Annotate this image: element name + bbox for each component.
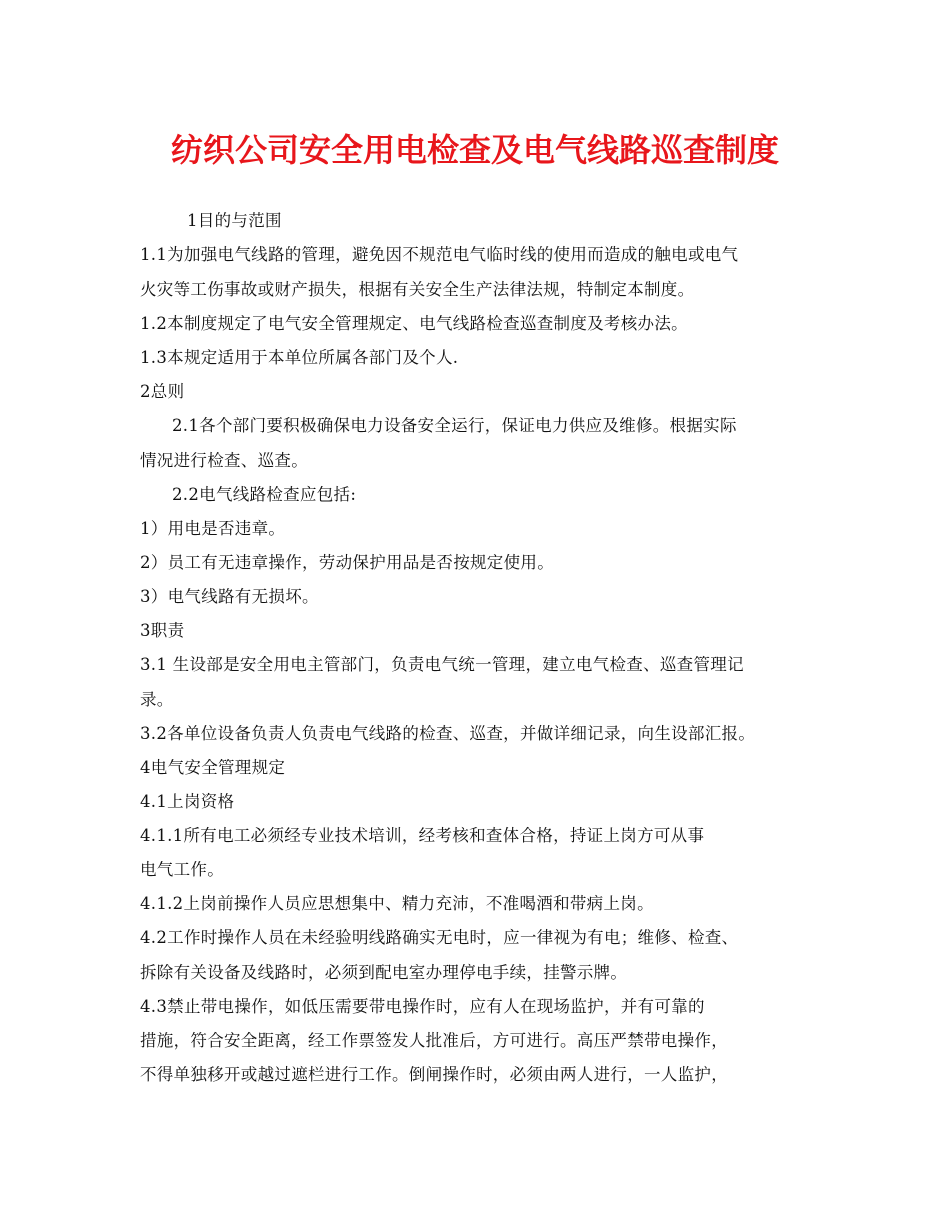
paragraph-line: 4.2工作时操作人员在未经验明线路确实无电时，应一律视为有电；维修、检查、 xyxy=(140,928,739,947)
paragraph-line: 3.2各单位设备负责人负责电气线路的检查、巡查，并做详细记录，向生设部汇报。 xyxy=(140,724,756,743)
subsection-heading: 4.1上岗资格 xyxy=(140,792,235,811)
section-heading: 2总则 xyxy=(140,382,185,401)
list-item: 3）电气线路有无损坏。 xyxy=(140,587,319,606)
paragraph-line: 火灾等工伤事故或财产损失，根据有关安全生产法律法规，特制定本制度。 xyxy=(140,280,695,299)
section-heading: 1目的与范围 xyxy=(187,211,282,230)
list-item: 1）用电是否违章。 xyxy=(140,519,286,538)
paragraph-line: 1.2本制度规定了电气安全管理规定、电气线路检查巡查制度及考核办法。 xyxy=(140,314,688,333)
list-item: 2）员工有无违章操作，劳动保护用品是否按规定使用。 xyxy=(140,553,554,572)
section-heading: 4电气安全管理规定 xyxy=(140,758,286,777)
paragraph-line: 拆除有关设备及线路时，必须到配电室办理停电手续，挂警示牌。 xyxy=(140,963,628,982)
paragraph-line: 4.1.1所有电工必须经专业技术培训，经考核和查体合格，持证上岗方可从事 xyxy=(140,826,705,845)
document-title: 纺织公司安全用电检查及电气线路巡查制度 xyxy=(170,131,779,169)
paragraph-line: 1.1为加强电气线路的管理，避免因不规范电气临时线的使用而造成的触电或电气 xyxy=(140,245,739,264)
paragraph-line: 2.2电气线路检查应包括: xyxy=(172,485,357,504)
paragraph-line: 2.1各个部门要积极确保电力设备安全运行，保证电力供应及维修。根据实际 xyxy=(172,416,737,435)
paragraph-line: 不得单独移开或越过遮栏进行工作。倒闸操作时，必须由两人进行，一人监护， xyxy=(140,1065,728,1084)
paragraph-line: 录。 xyxy=(140,690,174,709)
paragraph-line: 4.1.2上岗前操作人员应思想集中、精力充沛，不准喝酒和带病上岗。 xyxy=(140,894,654,913)
paragraph-line: 电气工作。 xyxy=(140,860,224,879)
paragraph-line: 措施，符合安全距离，经工作票签发人批准后，方可进行。高压严禁带电操作， xyxy=(140,1031,728,1050)
paragraph-line: 情况进行检查、巡查。 xyxy=(140,451,308,470)
paragraph-line: 3.1 生设部是安全用电主管部门，负责电气统一管理，建立电气检查、巡查管理记 xyxy=(140,655,744,674)
paragraph-line: 4.3禁止带电操作，如低压需要带电操作时，应有人在现场监护，并有可靠的 xyxy=(140,997,705,1016)
paragraph-line: 1.3本规定适用于本单位所属各部门及个人. xyxy=(140,348,459,367)
section-heading: 3职责 xyxy=(140,621,185,640)
